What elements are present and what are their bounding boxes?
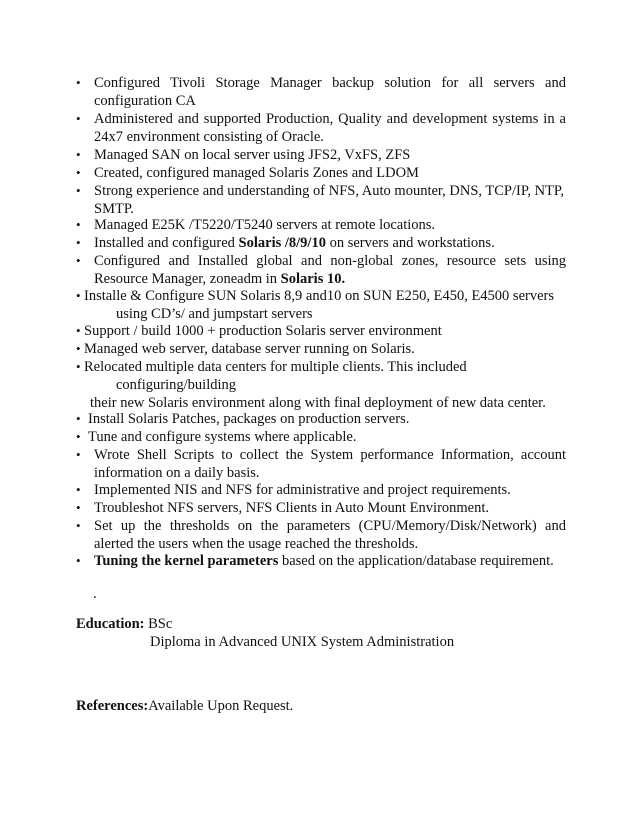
list-item-text: Set up the thresholds on the parameters (CPU/Memory/Disk/Network) and alerted the users when the usage reached the thresholds. [94,518,566,552]
bullet-icon: • [76,323,81,338]
bullet-icon: • [76,359,81,374]
bullet-icon: • [76,341,81,356]
list-item-text: Administered and supported Production, Quality and development systems in a 24x7 environment consisting of Oracle. [94,111,566,145]
bullet-icon: • [76,165,81,180]
list-item-text: Troubleshot NFS servers, NFS Clients in Auto Mount Environment. [94,500,490,516]
stray-period: . [93,586,97,602]
list-item-text: using CD’s/ and jumpstart servers [116,306,313,322]
list-item [76,287,566,323]
bullet-icon: • [76,111,81,126]
list-item-text: Tune and configure systems where applicable. [88,429,357,445]
list-item-text: Install Solaris Patches, packages on production servers. [88,411,410,427]
list-item [76,340,566,358]
list-item-text: Support / build 1000 + production Solaris server environment [84,323,442,339]
list-item [76,146,566,164]
bullet-icon: • [76,500,81,515]
bullet-icon: • [76,147,81,162]
list-item [76,216,566,234]
references-section [76,697,293,715]
list-item-text: Relocated multiple data centers for multiple clients. This included [84,359,467,375]
list-item-text: configuring/building [116,377,237,393]
bullet-icon: • [76,518,81,533]
education-diploma: Diploma in Advanced UNIX System Administration [150,634,455,650]
education-section [76,615,172,633]
list-item [76,552,566,570]
education-degree: BSc [148,616,173,632]
bullet-icon: • [76,217,81,232]
list-item [76,410,566,428]
list-item [76,110,566,146]
list-item-text: Installed and configured Solaris /8/9/10 on servers and workstations. [94,235,495,251]
education-label: Education: [76,616,145,632]
list-item-text: Strong experience and understanding of NFS, Auto mounter, DNS, TCP/IP, NTP, SMTP. [94,183,564,217]
list-item-text: Configured Tivoli Storage Manager backup solution for all servers and configuration CA [94,75,566,109]
bullet-icon: • [76,288,81,303]
bullet-icon: • [76,482,81,497]
list-item [76,234,566,252]
list-item-text: Managed web server, database server running on Solaris. [84,341,415,357]
list-item-text: Created, configured managed Solaris Zones and LDOM [94,165,419,181]
bullet-icon: • [76,429,81,444]
list-item-text: Configured and Installed global and non-global zones, resource sets using Resource Manager, zoneadm in Solaris 10. [94,253,566,287]
bullet-icon: • [76,253,81,268]
list-item [76,322,566,340]
list-item-text: their new Solaris environment along with final deployment of new data center. [90,395,546,411]
references-value: Available Upon Request. [148,698,294,714]
bullet-icon: • [76,411,81,426]
list-item-text: Installe & Configure SUN Solaris 8,9 and10 on SUN E250, E450, E4500 servers [84,288,554,304]
list-item [76,481,566,499]
list-item [76,164,566,182]
list-item-text: Wrote Shell Scripts to collect the System performance Information, account information on a daily basis. [94,447,566,481]
list-item [76,499,566,517]
list-item-text: Managed E25K /T5220/T5240 servers at remote locations. [94,217,436,233]
bullet-icon: • [76,553,81,568]
bullet-icon: • [76,235,81,250]
list-item [76,446,566,482]
list-item [76,182,566,218]
bullet-icon: • [76,447,81,462]
list-item-text: Implemented NIS and NFS for administrative and project requirements. [94,482,511,498]
list-item [76,74,566,110]
list-item [76,517,566,553]
list-item-text: Managed SAN on local server using JFS2, VxFS, ZFS [94,147,411,163]
list-item [76,252,566,288]
bullet-icon: • [76,183,81,198]
list-item [76,428,566,446]
references-label: References: [76,698,149,714]
list-item [76,358,566,412]
list-item-text: Tuning the kernel parameters based on the application/database requirement. [94,553,554,569]
bullet-icon: • [76,75,81,90]
